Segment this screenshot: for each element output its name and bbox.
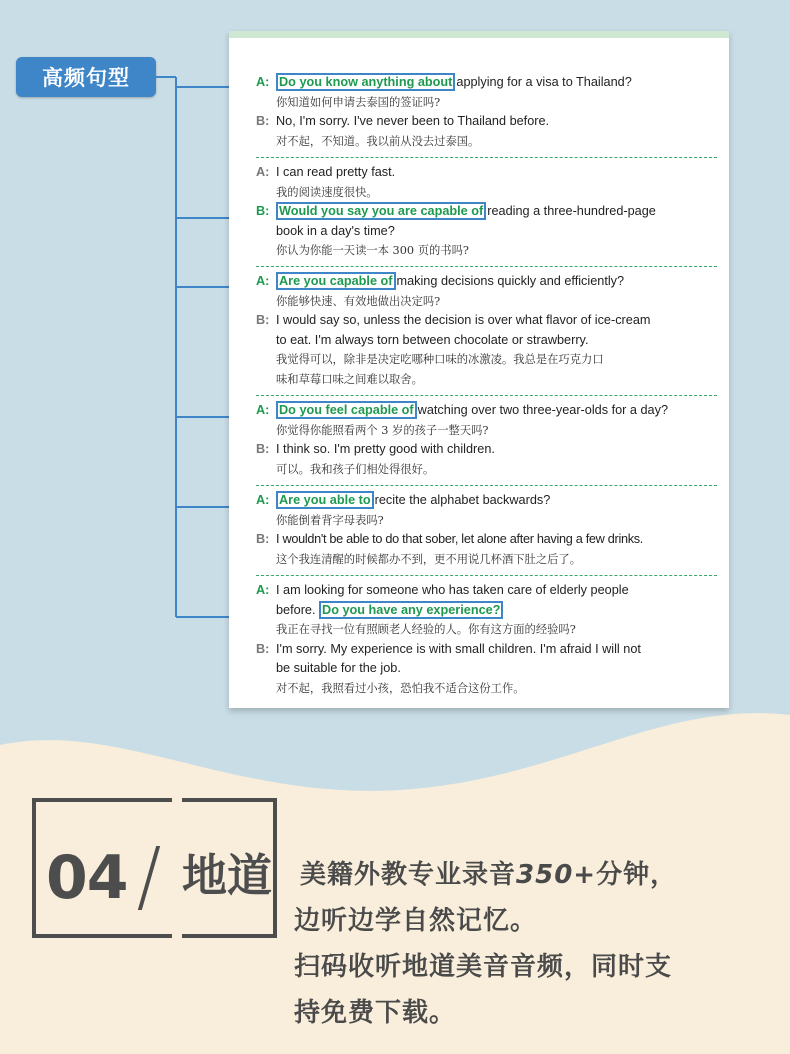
dialog-text: before. bbox=[276, 602, 316, 617]
divider bbox=[256, 485, 717, 486]
dialog-text: reading a three-hundred-page bbox=[487, 204, 656, 218]
chinese-translation: 你能够快速、有效地做出决定吗? bbox=[276, 294, 441, 308]
chinese-translation: 我正在寻找一位有照顾老人经验的人。你有这方面的经验吗? bbox=[276, 623, 576, 636]
chinese-translation: 我的阅读速度很快。 bbox=[276, 185, 378, 199]
description-line-4: 持免费下载。 bbox=[294, 998, 457, 1028]
dialog-line bbox=[256, 311, 717, 331]
dialog-text: recite the alphabet backwards? bbox=[374, 493, 551, 507]
dialog-line bbox=[256, 163, 717, 183]
dialog-2 bbox=[256, 163, 717, 261]
chinese-translation: 可以。我和孩子们相处得很好。 bbox=[276, 462, 435, 476]
dialog-text: making decisions quickly and efficiently? bbox=[396, 274, 625, 288]
dialog-text: be suitable for the job. bbox=[276, 661, 401, 675]
dialog-5 bbox=[256, 491, 717, 569]
key-phrase: Do you know anything about bbox=[276, 73, 455, 91]
speaker-label: B: bbox=[256, 442, 270, 456]
dialog-line bbox=[256, 581, 717, 601]
key-phrase: Do you have any experience? bbox=[319, 601, 503, 619]
key-phrase: Are you capable of bbox=[276, 272, 396, 290]
dialog-text: watching over two three-year-olds for a day? bbox=[417, 403, 669, 417]
dialog-text: I wouldn't be able to do that sober, let alone after having a few drinks. bbox=[276, 532, 644, 546]
dialog-text: I am looking for someone who has taken care of elderly people bbox=[276, 583, 629, 597]
chinese-translation-continued: 味和草莓口味之间难以取舍。 bbox=[276, 372, 423, 386]
minutes-number: 350 bbox=[516, 860, 574, 890]
dialog-text: book in a day's time? bbox=[276, 223, 395, 238]
dialog-line bbox=[256, 401, 717, 421]
tag-label: 高频句型 bbox=[42, 66, 130, 90]
dialog-line bbox=[256, 640, 717, 660]
dialog-line bbox=[256, 73, 717, 93]
dialog-line bbox=[256, 440, 717, 460]
dialog-text: I would say so, unless the decision is over what flavor of ice-cream bbox=[276, 313, 651, 327]
speaker-label: A: bbox=[256, 75, 270, 89]
speaker-label: A: bbox=[256, 165, 270, 179]
dialog-text: I can read pretty fast. bbox=[276, 165, 396, 179]
divider bbox=[256, 266, 717, 267]
chinese-translation: 这个我连清醒的时候都办不到，更不用说几杯酒下肚之后了。 bbox=[276, 552, 582, 566]
dialog-1 bbox=[256, 73, 717, 151]
speaker-label: A: bbox=[256, 274, 270, 288]
chinese-translation: 对不起，不知道。我以前从没去过泰国。 bbox=[276, 134, 480, 148]
divider bbox=[256, 395, 717, 396]
dialog-line bbox=[256, 112, 717, 132]
section-title: 地道 bbox=[182, 849, 273, 902]
chinese-translation: 你认为你能一天读一本 300 页的书吗? bbox=[276, 244, 469, 257]
chinese-translation: 你觉得你能照看两个 3 岁的孩子一整天吗? bbox=[276, 423, 489, 437]
description-line-1 bbox=[300, 852, 770, 898]
dialog-text: No, I'm sorry. I've never been to Thailand before. bbox=[276, 114, 550, 128]
dialog-line-continued bbox=[256, 222, 717, 242]
dialog-line-continued bbox=[256, 331, 717, 351]
dialog-text: I'm sorry. My experience is with small children. I'm afraid I will not bbox=[276, 641, 641, 656]
dialog-line bbox=[256, 202, 717, 222]
description-text: 美籍外教专业录音 bbox=[300, 860, 517, 890]
dialog-line-continued bbox=[256, 601, 717, 621]
description-line-2: 边听边学自然记忆。 bbox=[294, 906, 538, 936]
page-top-strip bbox=[229, 31, 729, 38]
speaker-label: B: bbox=[256, 114, 270, 128]
high-frequency-tag bbox=[16, 57, 156, 97]
book-page bbox=[229, 31, 729, 708]
key-phrase: Do you feel capable of bbox=[276, 401, 417, 419]
section-label bbox=[32, 798, 277, 938]
dialog-line bbox=[256, 272, 717, 292]
chinese-translation: 你能倒着背字母表吗? bbox=[276, 513, 384, 527]
chinese-translation: 对不起，我照看过小孩，恐怕我不适合这份工作。 bbox=[276, 681, 525, 695]
description bbox=[294, 852, 770, 1036]
speaker-label: B: bbox=[256, 532, 270, 546]
dialog-4 bbox=[256, 401, 717, 479]
speaker-label: B: bbox=[256, 641, 270, 656]
divider bbox=[256, 575, 717, 576]
section-number: 04 bbox=[46, 843, 128, 913]
description-text: +分钟， bbox=[573, 860, 678, 890]
dialog-line-continued bbox=[256, 659, 717, 679]
key-phrase: Are you able to bbox=[276, 491, 374, 509]
description-line-3: 扫码收听地道美音音频，同时支 bbox=[294, 952, 673, 982]
dialog-6 bbox=[256, 581, 717, 698]
speaker-label: B: bbox=[256, 204, 270, 218]
dialog-text: applying for a visa to Thailand? bbox=[456, 75, 632, 89]
dialog-text: to eat. I'm always torn between chocolate or strawberry. bbox=[276, 332, 589, 347]
speaker-label: B: bbox=[256, 313, 270, 327]
dialog-line bbox=[256, 491, 717, 511]
dialog-line bbox=[256, 530, 717, 550]
speaker-label: A: bbox=[256, 493, 270, 507]
key-phrase: Would you say you are capable of bbox=[276, 202, 486, 220]
dialog-text: I think so. I'm pretty good with children. bbox=[276, 442, 495, 456]
divider bbox=[256, 157, 717, 158]
speaker-label: A: bbox=[256, 403, 270, 417]
chinese-translation: 我觉得可以，除非是决定吃哪种口味的冰激凌。我总是在巧克力口 bbox=[276, 353, 604, 366]
chinese-translation: 你知道如何申请去泰国的签证吗? bbox=[276, 95, 441, 109]
speaker-label: A: bbox=[256, 583, 270, 597]
dialog-3 bbox=[256, 272, 717, 389]
